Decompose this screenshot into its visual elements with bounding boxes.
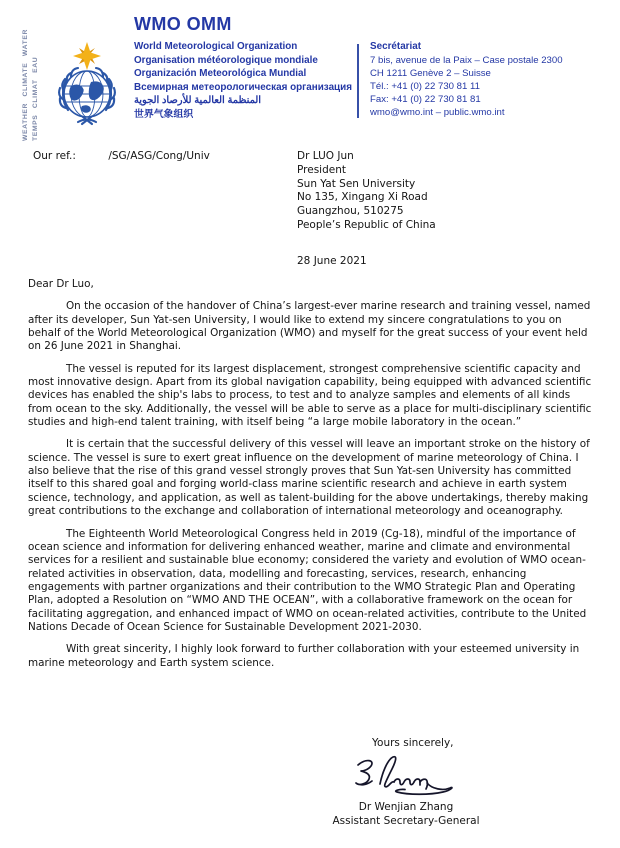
org-name-ru: Всемирная метеорологическая организация [134, 81, 352, 93]
reference-value: /SG/ASG/Cong/Univ [108, 150, 210, 162]
secretariat-email-line: wmo@wmo.int – public.wmo.int [370, 106, 505, 118]
signature-zhang [350, 752, 455, 796]
secretariat-city-line: CH 1211 Genève 2 – Suisse [370, 67, 491, 79]
tagline-fr: TEMPS CLIMAT EAU [31, 56, 39, 141]
org-name-fr: Organisation météorologique mondiale [134, 54, 318, 66]
recipient-name: Dr LUO Jun [297, 150, 354, 162]
paragraph-3: It is certain that the successful delivery of this vessel will leave an important stroke on the history of science. The vessel is sure to exert great influence on the development of marine meteorology of China. I also believe that the rise of this grand vessel strongly proves that Sun Yat-sen University has committed itself to this shared goal and forging world-class marine scientific research and achieve in earth system science, technology, and application, as well as talent-building for the above undertakings, thereby making great contributions to the exchange and collaboration of international meteorology and oceanography. [28, 438, 590, 518]
paragraph-4: The Eighteenth World Meteorological Congress held in 2019 (Cg-18), mindful of the importance of ocean science and information for delivering enhanced weather, marine and climate and environmental services for a resilient and sustainable blue economy; considered the variety and evolution of WMO ocean-related activities in observation, data, modelling and forecasting, services, research, enhancing engagements with partner organizations and their contribution to the WMO Strategic Plan and Operating Plan, adopted a Resolution on “WMO AND THE OCEAN”, with a collaborative framework on the ocean for facilitating aggregation, and enhanced impact of WMO on ocean-related activities, contribute to the United Nations Decade of Ocean Science for Sustainable Development 2021-2030. [28, 527, 587, 633]
recipient-org: Sun Yat Sen University [297, 177, 416, 190]
letter-body [28, 278, 594, 679]
paragraph-1: On the occasion of the handover of China’s largest-ever marine research and training vessel, named after its developer, Sun Yat-sen University, I would like to extend my sincere congratulations to you on behalf of the World Meteorological Organization (WMO) and myself for the great success of your event held on 26 June 2021 in Shanghai. [28, 300, 591, 353]
letter-date: 28 June 2021 [297, 255, 367, 267]
wmo-emblem-logo [58, 42, 116, 127]
org-name-ar: المنظمة العالمية للأرصاد الجوية [134, 95, 262, 107]
tagline-en: WEATHER CLIMATE WATER [22, 29, 29, 141]
header-divider [357, 44, 359, 118]
letterhead [0, 0, 620, 145]
salutation: Dear Dr Luo, [28, 278, 94, 290]
recipient-role: President [297, 163, 346, 176]
reference-row [33, 150, 210, 162]
paragraph-5: With great sincerity, I highly look forward to further collaboration with your esteemed university in marine meteorology and Earth system science. [28, 643, 580, 669]
recipient-city: Guangzhou, 510275 [297, 205, 404, 218]
secretariat-heading: Secrétariat [370, 41, 422, 52]
secretariat-block [370, 40, 563, 119]
org-title: WMO OMM [134, 14, 232, 34]
recipient-street: No 135, Xingang Xi Road [297, 191, 428, 204]
secretariat-fax-line: Fax: +41 (0) 22 730 81 81 [370, 93, 481, 105]
org-name-zh: 世界气象组织 [134, 108, 194, 120]
signer-name: Dr Wenjian Zhang [358, 801, 454, 813]
recipient-country: People’s Republic of China [297, 218, 436, 231]
org-name-list [134, 40, 352, 122]
secretariat-tel-line: Tél.: +41 (0) 22 730 81 11 [370, 80, 480, 92]
letterhead-side-tagline [21, 29, 40, 141]
reference-label: Our ref.: [33, 150, 76, 162]
signer-title: Assistant Secretary-General [332, 814, 480, 827]
valediction: Yours sincerely, [372, 737, 454, 749]
secretariat-address-line: 7 bis, avenue de la Paix – Case postale 2300 [370, 54, 563, 66]
paragraph-2: The vessel is reputed for its largest displacement, strongest comprehensive scientific capacity and most innovative design. Apart from its global navigation capability, being equipped with advanced scientific devices has enabled the ship's labs to process, to test and to analyze samples and elements of all kinds from ocean to the sky. Additionally, the vessel will be able to serve as a place for multi-disciplinary scientific studies and high-end talent training, with itself being “a large mobile laboratory in the ocean.” [28, 362, 592, 429]
org-name-es: Organización Meteorológica Mundial [134, 68, 307, 80]
recipient-address [297, 150, 436, 233]
closing-block [300, 737, 512, 828]
org-name-en: World Meteorological Organization [134, 41, 298, 52]
